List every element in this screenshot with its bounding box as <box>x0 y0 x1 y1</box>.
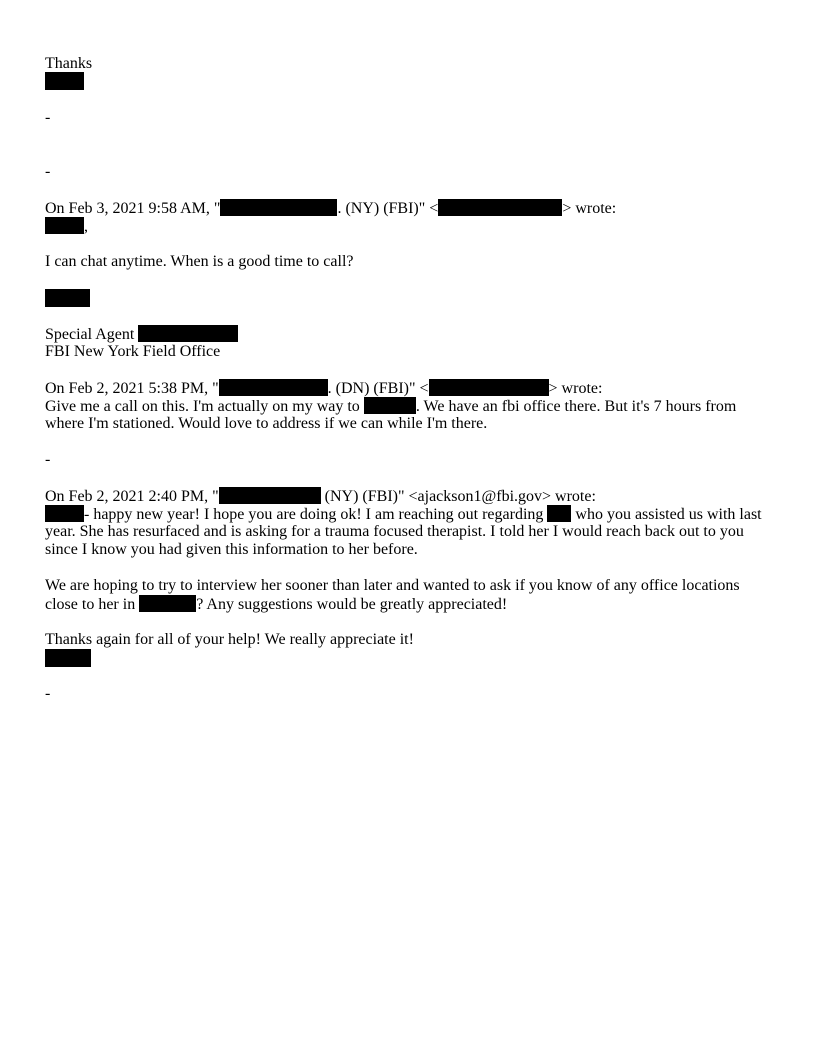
redaction-box <box>429 379 549 396</box>
body-text: Give me a call on this. I'm actually on my way to <box>45 398 364 415</box>
redaction-box <box>219 379 328 396</box>
redaction-box <box>219 487 321 504</box>
email-body-line <box>45 397 736 416</box>
email-body-line: since I know you had given this information to her before. <box>45 541 418 558</box>
email-header-feb2-538pm <box>45 379 602 398</box>
body-text: . We have an fbi office there. But it's 7 hours from <box>415 398 737 415</box>
email-body-line: We are hoping to try to interview her sooner than later and wanted to ask if you know of any office locations <box>45 577 740 594</box>
header-suffix: > wrote: <box>548 380 603 397</box>
redaction-box <box>138 325 238 342</box>
header-prefix: On Feb 2, 2021 2:40 PM, " <box>45 488 219 505</box>
header-mid: (NY) (FBI)" <ajackson1@fbi.gov> wrote: <box>320 488 596 505</box>
separator-dash: - <box>45 109 51 126</box>
redaction-box <box>45 505 84 522</box>
header-prefix: On Feb 3, 2021 9:58 AM, " <box>45 200 221 217</box>
header-mid: . (NY) (FBI)" < <box>337 200 439 217</box>
separator-dash: - <box>45 451 51 468</box>
email-body-line: year. She has resurfaced and is asking for a trauma focused therapist. I told her I would reach back out to you <box>45 523 744 540</box>
email-body-line <box>45 505 762 524</box>
greeting-comma: , <box>84 218 88 235</box>
redaction-box <box>45 217 84 234</box>
redaction-box <box>45 72 84 90</box>
email-body: I can chat anytime. When is a good time to call? <box>45 253 354 270</box>
body-text: ? Any suggestions would be greatly appreciated! <box>196 596 508 613</box>
email-header-feb3 <box>45 199 616 218</box>
signature-title <box>45 325 238 344</box>
separator-dash: - <box>45 163 51 180</box>
signature-office: FBI New York Field Office <box>45 343 221 360</box>
header-mid: . (DN) (FBI)" < <box>327 380 429 397</box>
closing-thanks: Thanks <box>45 55 93 72</box>
body-text: who you assisted us with last <box>571 506 762 523</box>
redaction-box <box>438 199 562 216</box>
header-prefix: On Feb 2, 2021 5:38 PM, " <box>45 380 219 397</box>
email-body-line <box>45 595 507 614</box>
greeting-line <box>45 217 88 236</box>
header-suffix: > wrote: <box>562 200 617 217</box>
sig-title-text: Special Agent <box>45 326 139 343</box>
email-body-line: where I'm stationed. Would love to address if we can while I'm there. <box>45 415 488 432</box>
redaction-box <box>220 199 337 216</box>
email-header-feb2-240pm <box>45 487 596 506</box>
separator-dash: - <box>45 685 51 702</box>
redaction-box <box>139 595 196 612</box>
redaction-box <box>364 397 416 414</box>
redaction-box <box>45 649 91 667</box>
redaction-box <box>45 289 90 307</box>
email-body-line: Thanks again for all of your help! We really appreciate it! <box>45 631 414 648</box>
redaction-box <box>547 505 571 522</box>
body-text: close to her in <box>45 596 140 613</box>
body-text: - happy new year! I hope you are doing ok! I am reaching out regarding <box>84 506 548 523</box>
